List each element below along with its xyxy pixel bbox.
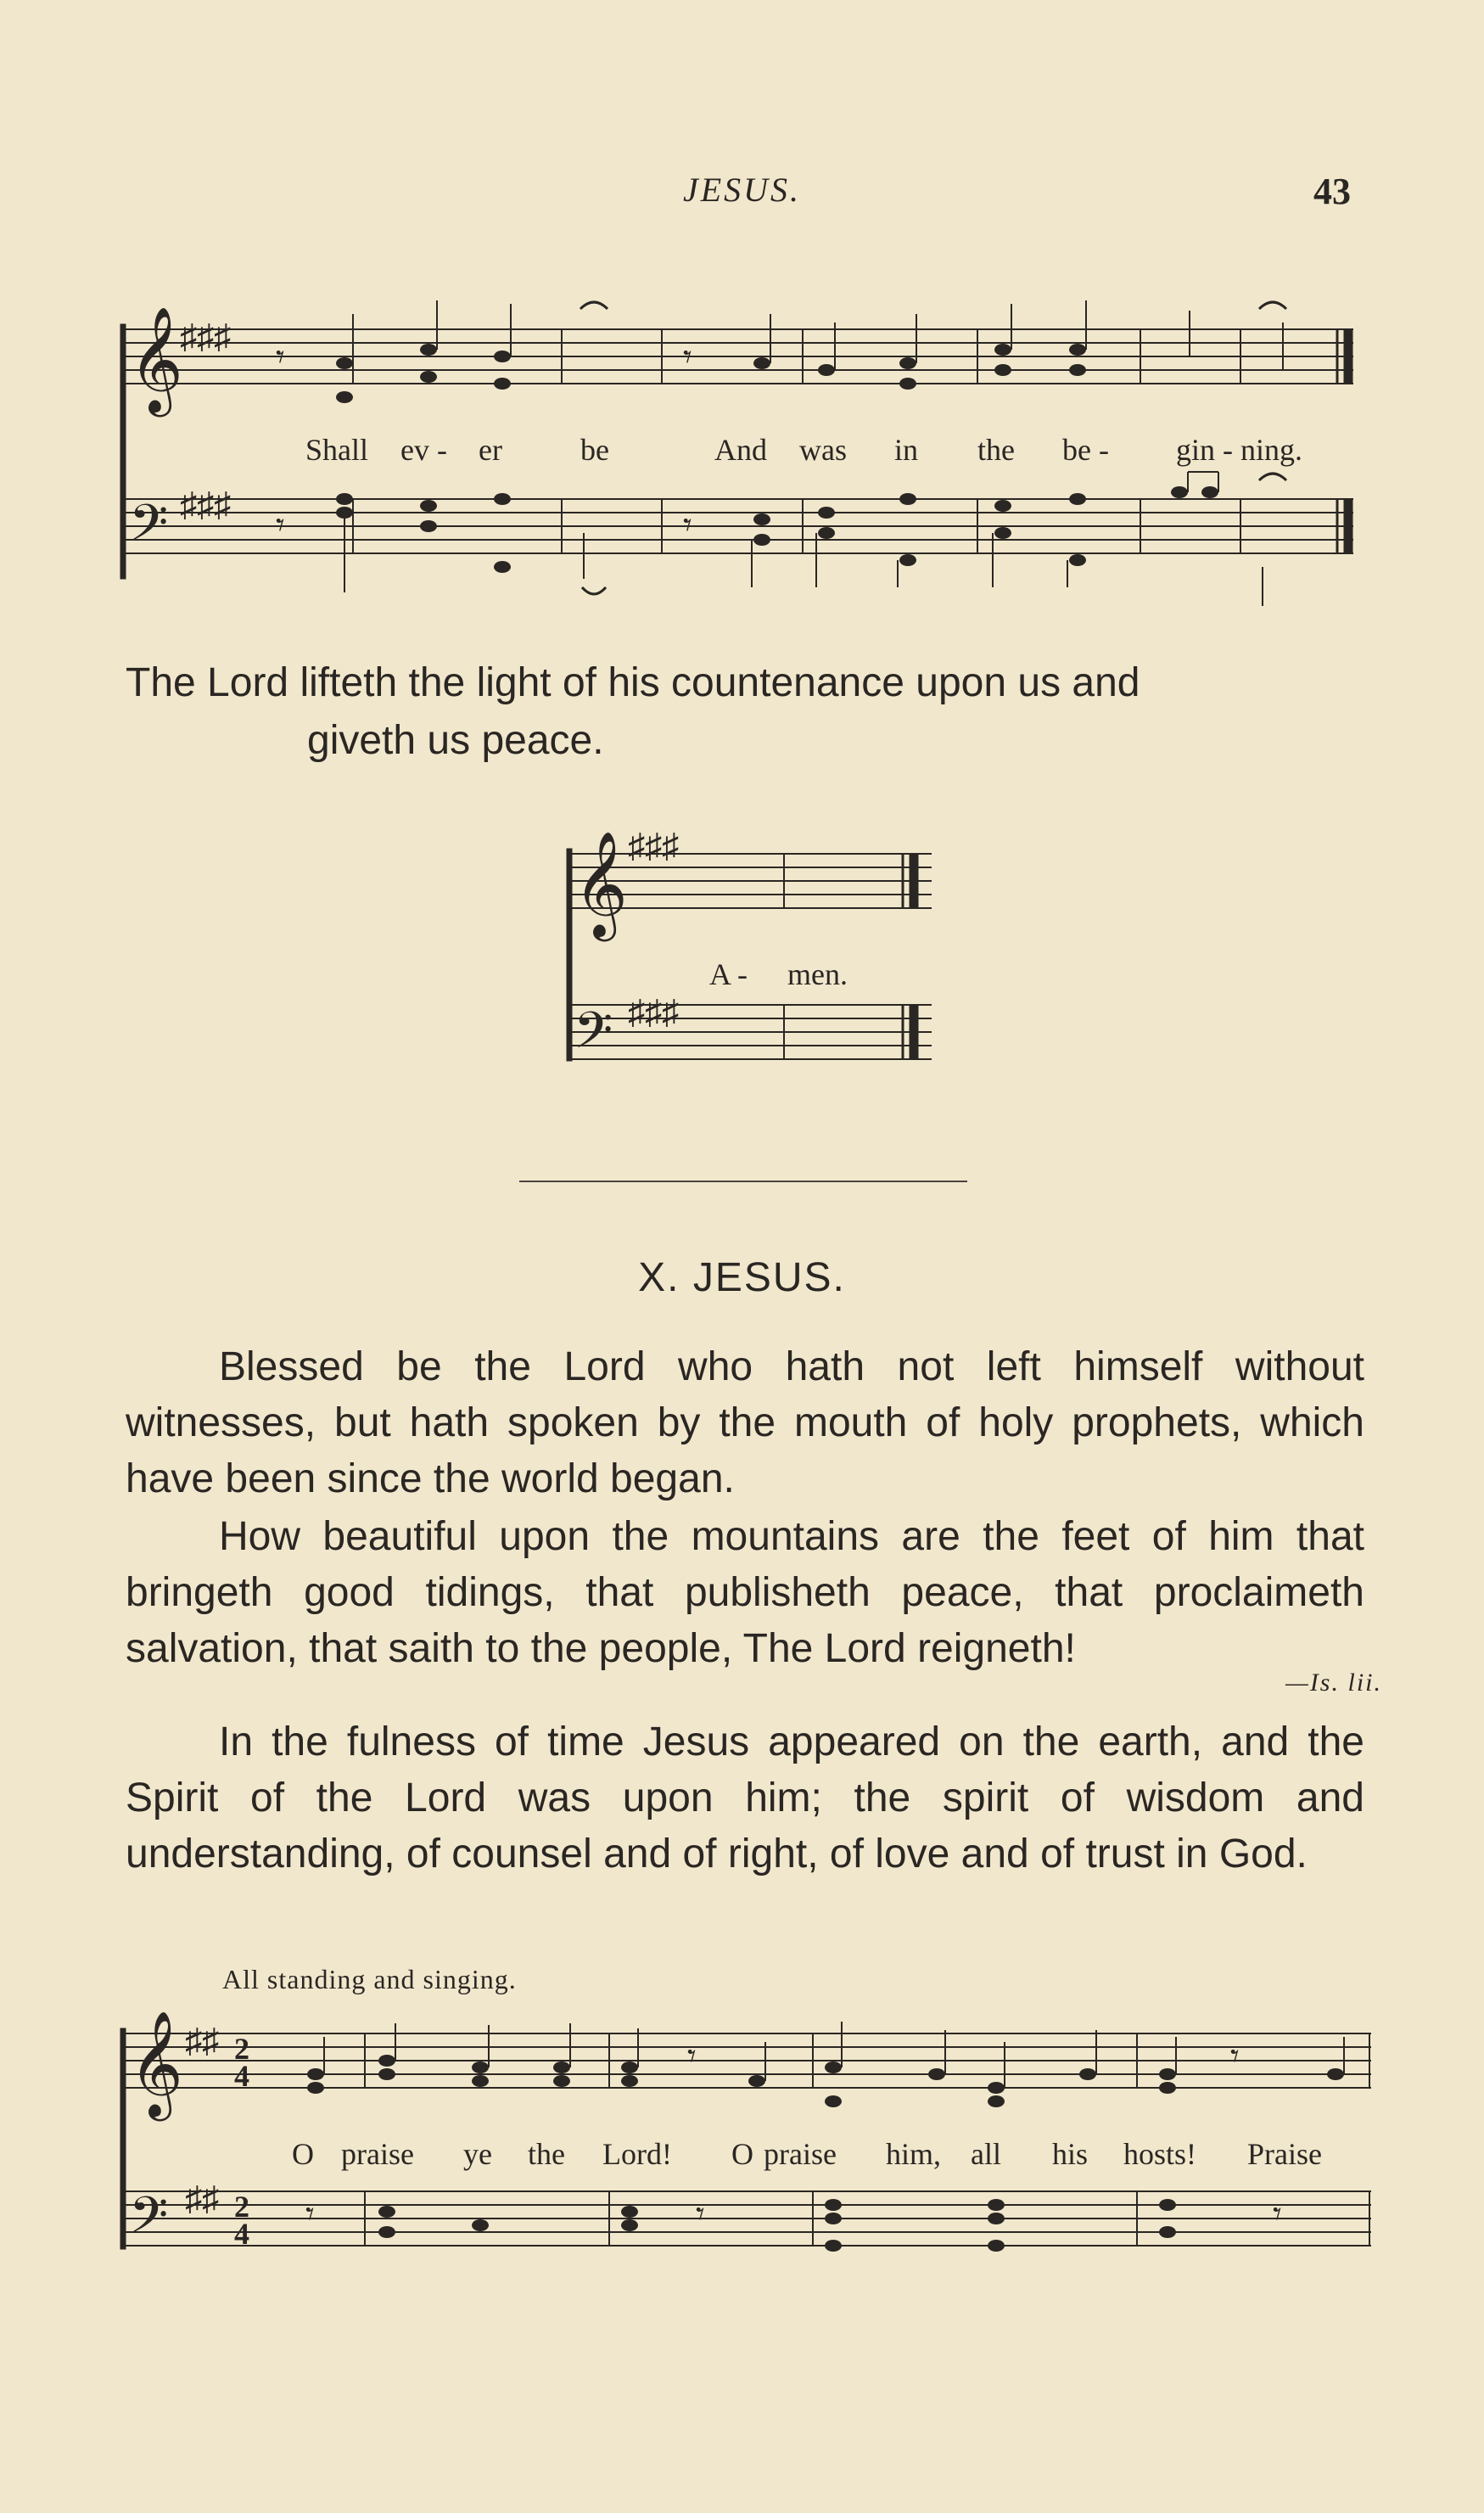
hymn-bass-notes [378, 2199, 1176, 2252]
svg-text:4: 4 [234, 2217, 249, 2251]
fermata-icon [1259, 474, 1286, 480]
performance-direction: All standing and singing. [222, 1964, 517, 1994]
treble-clef-icon: 𝄞 [129, 2014, 183, 2115]
key-signature-bass: ♯♯ [185, 2179, 219, 2218]
bass-staff-lines [124, 499, 1353, 553]
lyric: the [977, 433, 1015, 467]
fermata-icon [580, 302, 608, 309]
rest-icon: 𝄾 [305, 2195, 315, 2233]
hymn-treble-lines [124, 2033, 1371, 2088]
bass-clef-icon: 𝄢 [574, 1003, 613, 1071]
time-signature [234, 2032, 249, 2251]
lyric: be - [1062, 433, 1109, 467]
lyric: Shall [305, 433, 369, 467]
fermata-icon [582, 587, 606, 594]
lyrics-top [305, 433, 1302, 467]
section-title: X. JESUS. [638, 1255, 846, 1300]
lyric: him, [886, 2137, 942, 2171]
hymn-barlines [365, 2033, 1369, 2246]
treble-notes [336, 344, 1086, 403]
lyric: hosts! [1123, 2137, 1197, 2171]
lyrics-hymn [292, 2137, 1322, 2171]
section-divider [519, 1181, 967, 1182]
bass-clef-icon: 𝄢 [129, 2188, 169, 2256]
lyric: all [971, 2137, 1001, 2171]
music-system-top [0, 280, 1484, 637]
lyric: Praise [1247, 2137, 1322, 2171]
svg-text:2: 2 [234, 2032, 249, 2066]
paragraph: In the fulness of time Jesus appeared on the earth, and the Spirit of the Lord was upon him; the spirit of wisdom and understanding, of counsel and of right, of love and of trust in God. [126, 1719, 1364, 1876]
rest-icon: 𝄾 [1230, 2037, 1240, 2075]
lyric: was [799, 433, 847, 467]
treble-staff-lines [124, 329, 1353, 384]
lyric: gin - ning. [1176, 433, 1302, 467]
key-signature-bass: ♯♯♯ [628, 993, 679, 1031]
lyric: A - [709, 957, 748, 991]
rest-icon: 𝄾 [1273, 2195, 1282, 2233]
rest-icon: 𝄾 [276, 338, 285, 376]
music-amen [0, 806, 1484, 1112]
running-head: JESUS. [682, 171, 802, 209]
rest-icon: 𝄾 [687, 2037, 697, 2075]
svg-text:2: 2 [234, 2190, 249, 2224]
lyric: O [292, 2137, 314, 2171]
rest-icon: 𝄾 [683, 338, 692, 376]
lyric: the [528, 2137, 565, 2171]
verse-line-1: The Lord lifteth the light of his countenance upon us and [126, 660, 1140, 705]
hymn-treble-notes [307, 2055, 1344, 2107]
treble-clef-icon: 𝄞 [129, 310, 183, 411]
lyric: And [714, 433, 767, 467]
lyric: be [580, 433, 609, 467]
fermata-icon [1259, 302, 1286, 309]
music-system-hymn [0, 2003, 1484, 2308]
bass-clef-icon: 𝄢 [129, 496, 169, 564]
lyric: O [731, 2137, 753, 2171]
paragraph: Blessed be the Lord who hath not left himself without witnesses, but hath spoken by the mouth of holy prophets, which have been since the world began. [126, 1344, 1364, 1501]
lyric: his [1052, 2137, 1089, 2171]
lyric: praise [764, 2137, 837, 2171]
key-signature-bass: ♯♯♯ [180, 485, 231, 524]
rest-icon: 𝄾 [683, 506, 692, 544]
rest-icon: 𝄾 [276, 506, 285, 544]
lyric: praise [341, 2137, 414, 2171]
lyric: in [894, 433, 919, 467]
svg-text:4: 4 [234, 2059, 249, 2093]
amen-bass-lines [570, 1005, 932, 1059]
page-number: 43 [1313, 171, 1351, 212]
citation: —Is. lii. [1285, 1669, 1382, 1697]
key-signature-treble: ♯♯♯ [628, 827, 679, 865]
key-signature-treble: ♯♯ [185, 2022, 219, 2060]
paragraph: How beautiful upon the mountains are the feet of him that bringeth good tidings, that publisheth peace, that proclaimeth salvation, that saith to the people, The Lord reigneth! [126, 1514, 1364, 1671]
lyric: er [479, 433, 502, 467]
rest-icon: 𝄾 [696, 2195, 705, 2233]
verse-line-2: giveth us peace. [307, 718, 604, 763]
treble-clef-icon: 𝄞 [574, 834, 628, 935]
key-signature-treble: ♯♯♯ [180, 317, 231, 356]
lyric: Lord! [602, 2137, 672, 2171]
lyric: men. [787, 957, 848, 991]
lyric: ev - [400, 433, 447, 467]
lyric: ye [463, 2137, 492, 2171]
treble-stems [353, 300, 1283, 370]
